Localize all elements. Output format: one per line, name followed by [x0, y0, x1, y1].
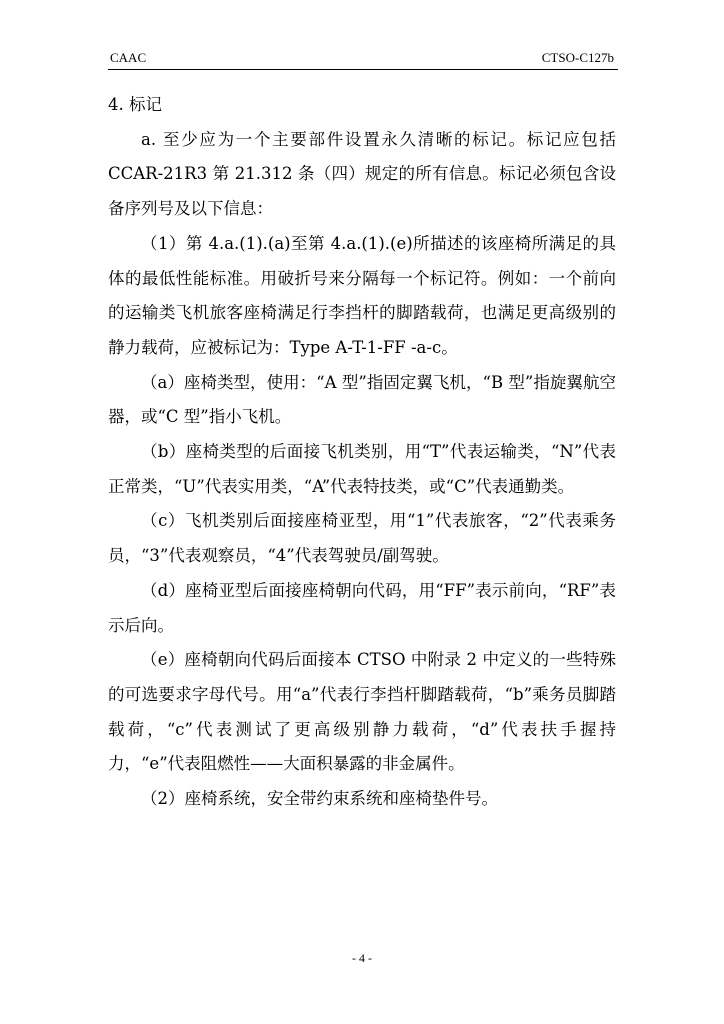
paragraph-item-1c: （c）飞机类别后面接座椅亚型，用“1”代表旅客，“2”代表乘务员，“3”代表观察员，“4”代表驾驶员/副驾驶。 [108, 511, 616, 566]
section-title: 4. 标记 [108, 95, 162, 114]
paragraph-item-1b: （b）座椅类型的后面接飞机类别，用“T”代表运输类，“N”代表正常类，“U”代表实用类，“A”代表特技类，或“C”代表通勤类。 [108, 442, 616, 496]
paragraph-item-1a: （a）座椅类型，使用：“A 型”指固定翼飞机，“B 型”指旋翼航空器，或“C 型”指小飞机。 [108, 372, 616, 427]
header-rule [108, 69, 618, 70]
paragraph-item-1e: （e）座椅朝向代码后面接本 CTSO 中附录 2 中定义的一些特殊的可选要求字母代号。用“a”代表行李挡杆脚踏载荷，“b”乘务员脚踏载荷，“c”代表测试了更高级别静力载荷，“d”代表扶手握持力，“e”代表阻燃性——大面积暴露的非金属件。 [108, 650, 616, 774]
page-number: - 4 - [352, 951, 372, 965]
paragraph-item-1d: （d）座椅亚型后面接座椅朝向代码，用“FF”表示前向，“RF”表示后向。 [108, 580, 616, 635]
header-org: CAAC [110, 50, 147, 65]
document-body [108, 88, 616, 817]
paragraph-marking-a: a. 至少应为一个主要部件设置永久清晰的标记。标记应包括CCAR-21R3 第 21.312 条（四）规定的所有信息。标记必须包含设备序列号及以下信息： [108, 129, 616, 219]
paragraph-item-1: （1）第 4.a.(1).(a)至第 4.a.(1).(e)所描述的该座椅所满足的具体的最低性能标准。用破折号来分隔每一个标记符。例如：一个前向的运输类飞机旅客座椅满足行李挡杆的脚踏载荷，也满足更高级别的静力载荷，应被标记为：Type A-T-1-FF -a-c。 [108, 233, 616, 357]
paragraph-item-2: （2）座椅系统，安全带约束系统和座椅垫件号。 [141, 789, 498, 809]
header-doc-id: CTSO-C127b [541, 50, 614, 65]
page-header [108, 50, 618, 68]
